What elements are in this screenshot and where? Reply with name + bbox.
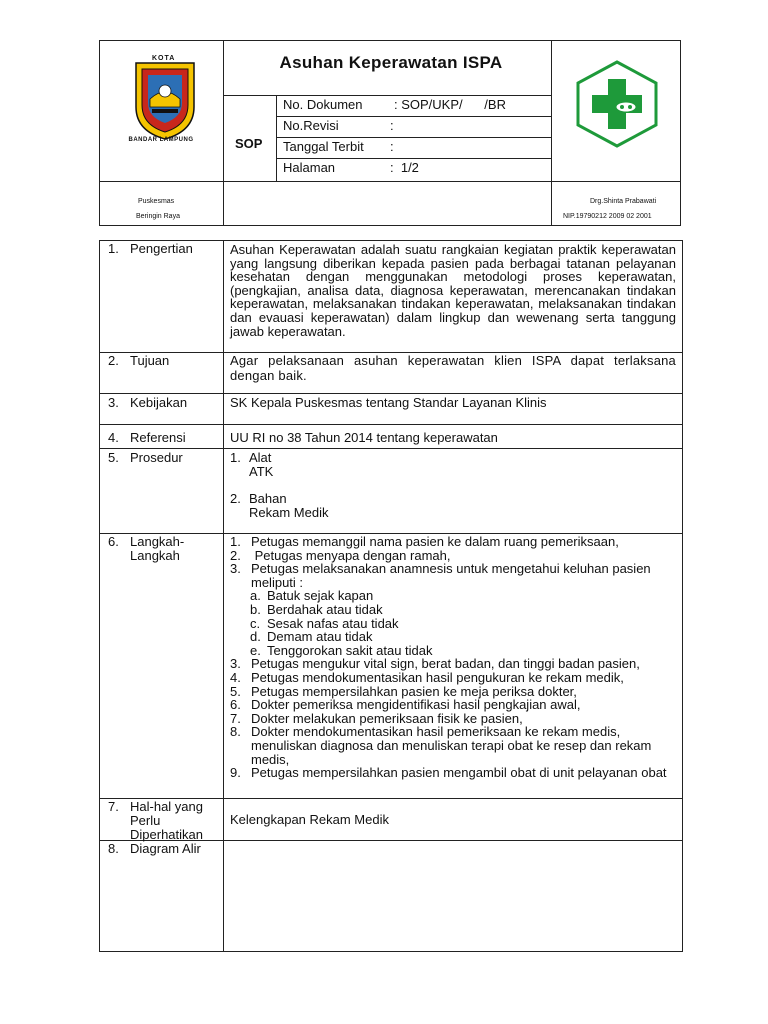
list-number: 1. <box>230 450 241 465</box>
tujuan-text: Agar pelaksanaan asuhan keperawatan klien ISPA dapat terlaksana dengan baik. <box>230 353 676 383</box>
head-nip: NIP.19790212 2009 02 2001 <box>563 213 652 220</box>
label-line: Diperhatikan <box>130 827 203 842</box>
list-item <box>230 766 676 780</box>
header-divider <box>276 95 277 181</box>
meta-value-halaman: : 1/2 <box>390 160 419 175</box>
list-item <box>230 535 676 549</box>
step-text: Dokter pemeriksa mengidentifikasi hasil pengkajian awal, <box>251 697 581 713</box>
sub-step-text: Tenggorokan sakit atau tidak <box>267 642 433 658</box>
list-number: 7. <box>230 710 241 726</box>
header-divider <box>276 116 551 117</box>
prosedur-item-detail: Rekam Medik <box>249 504 329 520</box>
step-text: Petugas mengukur vital sign, berat badan, dan tinggi badan pasien, <box>251 656 640 672</box>
list-number: 3. <box>230 656 241 672</box>
prosedur-list <box>230 451 676 519</box>
list-number: 2. <box>230 491 241 507</box>
list-letter: c. <box>250 615 261 631</box>
row-number: 6. <box>108 534 119 549</box>
row-label-prosedur: Prosedur <box>130 450 183 465</box>
step-text: Petugas memanggil nama pasien ke dalam ruang pemeriksaan, <box>251 534 619 549</box>
list-item <box>230 698 676 712</box>
list-letter: b. <box>250 601 261 617</box>
list-item <box>230 617 676 631</box>
step-text: Dokter mendokumentasikan hasil pemeriksaan ke rekam medis, menuliskan diagnosa dan menuliskan terapi obat ke resep dan rekam medis, <box>251 724 652 767</box>
prosedur-item-title: Alat <box>249 450 272 465</box>
meta-value-revisi: : <box>390 118 394 133</box>
step-text: Petugas menyapa dengan ramah, <box>251 547 451 563</box>
row-number: 1. <box>108 241 119 256</box>
document-header <box>99 40 681 226</box>
row-label-diagram: Diagram Alir <box>130 841 201 856</box>
meta-label-revisi: No.Revisi <box>283 118 339 133</box>
meta-label-dokumen: No. Dokumen <box>283 97 363 112</box>
puskesmas-logo <box>574 59 660 149</box>
step-text: Petugas mendokumentasikan hasil pengukuran ke rekam medik, <box>251 669 624 685</box>
list-item <box>230 603 676 617</box>
list-item <box>230 644 676 658</box>
langkah-list <box>230 535 676 780</box>
list-item <box>230 725 676 766</box>
row-number: 8. <box>108 841 119 856</box>
meta-value-dokumen: : SOP/UKP/ /BR <box>394 97 506 112</box>
head-name: Drg.Shinta Prabawati <box>590 198 657 205</box>
list-item <box>230 549 676 563</box>
list-number: 4. <box>230 669 241 685</box>
column-divider <box>223 241 224 952</box>
list-number: 5. <box>230 683 241 699</box>
meta-label-terbit: Tanggal Terbit <box>283 139 364 154</box>
header-divider <box>276 137 551 138</box>
row-label-tujuan: Tujuan <box>130 353 170 368</box>
label-line: Langkah <box>130 548 180 563</box>
sop-label: SOP <box>235 136 263 151</box>
row-divider <box>100 448 683 449</box>
row-divider <box>100 393 683 394</box>
step-text: Petugas melaksanakan anamnesis untuk mengetahui keluhan pasien meliputi : <box>251 561 651 590</box>
list-letter: a. <box>250 588 261 604</box>
step-text: Dokter melakukan pemeriksaan fisik ke pasien, <box>251 710 523 726</box>
list-item <box>230 685 676 699</box>
puskesmas-name: Beringin Raya <box>136 213 180 220</box>
row-label-referensi: Referensi <box>130 430 186 445</box>
list-number: 8. <box>230 724 241 740</box>
list-item <box>230 712 676 726</box>
list-item <box>230 671 676 685</box>
step-text: Petugas mempersilahkan pasien mengambil obat di unit pelayanan obat <box>251 765 667 781</box>
logo-city-text: BANDAR LAMPUNG <box>128 137 194 143</box>
sub-step-text: Demam atau tidak <box>267 629 373 645</box>
hal-text: Kelengkapan Rekam Medik <box>230 812 389 827</box>
row-number: 5. <box>108 450 119 465</box>
list-number: 1. <box>230 534 241 549</box>
sub-step-text: Berdahak atau tidak <box>267 601 383 617</box>
prosedur-item-title: Bahan <box>249 491 287 507</box>
list-number: 2. <box>230 547 241 563</box>
prosedur-item <box>230 492 676 519</box>
row-label-langkah <box>130 535 184 563</box>
prosedur-item-detail: ATK <box>249 463 274 479</box>
list-item <box>230 630 676 644</box>
list-item <box>230 657 676 671</box>
list-item <box>230 589 676 603</box>
row-number: 7. <box>108 799 119 814</box>
row-label-hal <box>130 800 203 842</box>
sub-step-text: Batuk sejak kapan <box>267 588 374 604</box>
sop-content-table <box>99 240 683 952</box>
referensi-text: UU RI no 38 Tahun 2014 tentang keperawatan <box>230 430 498 445</box>
row-divider <box>100 424 683 425</box>
row-number: 2. <box>108 353 119 368</box>
row-number: 4. <box>108 430 119 445</box>
label-line: Hal-hal yang <box>130 799 203 814</box>
meta-value-terbit: : <box>390 139 394 154</box>
header-divider <box>100 181 681 182</box>
puskesmas-label: Puskesmas <box>138 198 175 205</box>
row-label-kebijakan: Kebijakan <box>130 395 188 410</box>
document-title: Asuhan Keperawatan ISPA <box>279 53 503 72</box>
row-number: 3. <box>108 395 119 410</box>
list-number: 9. <box>230 765 241 781</box>
meta-label-halaman: Halaman <box>283 160 336 175</box>
list-item <box>230 562 676 589</box>
logo-kota-text: KOTA <box>152 55 176 62</box>
prosedur-item <box>230 451 676 478</box>
list-number: 3. <box>230 561 241 577</box>
sub-step-text: Sesak nafas atau tidak <box>267 615 399 631</box>
row-label-pengertian: Pengertian <box>130 241 193 256</box>
step-text: Petugas mempersilahkan pasien ke meja periksa dokter, <box>251 683 577 699</box>
header-divider <box>276 158 551 159</box>
pengertian-text: Asuhan Keperawatan adalah suatu rangkaian kegiatan praktik keperawatan yang langsung diberikan kepada pasien pada berbagai tatanan pelayanan kesehatan dengan menggunakan metodologi proses keperawatan, (pengkajian, analisa data, diagnosa keperawatan, merencanakan tindakan keperawatan, melaksanakan tindakan keperawatan, melaksanakan tindakan dan evauasi keperawatan) dalam lingkup dan wewenang serta tanggung jawab keperawatan. <box>230 242 676 339</box>
label-line: Langkah- <box>130 534 185 549</box>
kebijakan-text: SK Kepala Puskesmas tentang Standar Layanan Klinis <box>230 395 547 410</box>
list-number: 6. <box>230 697 241 713</box>
list-letter: d. <box>250 629 261 645</box>
list-letter: e. <box>250 642 261 658</box>
label-line: Perlu <box>130 813 161 828</box>
header-divider <box>223 95 551 96</box>
